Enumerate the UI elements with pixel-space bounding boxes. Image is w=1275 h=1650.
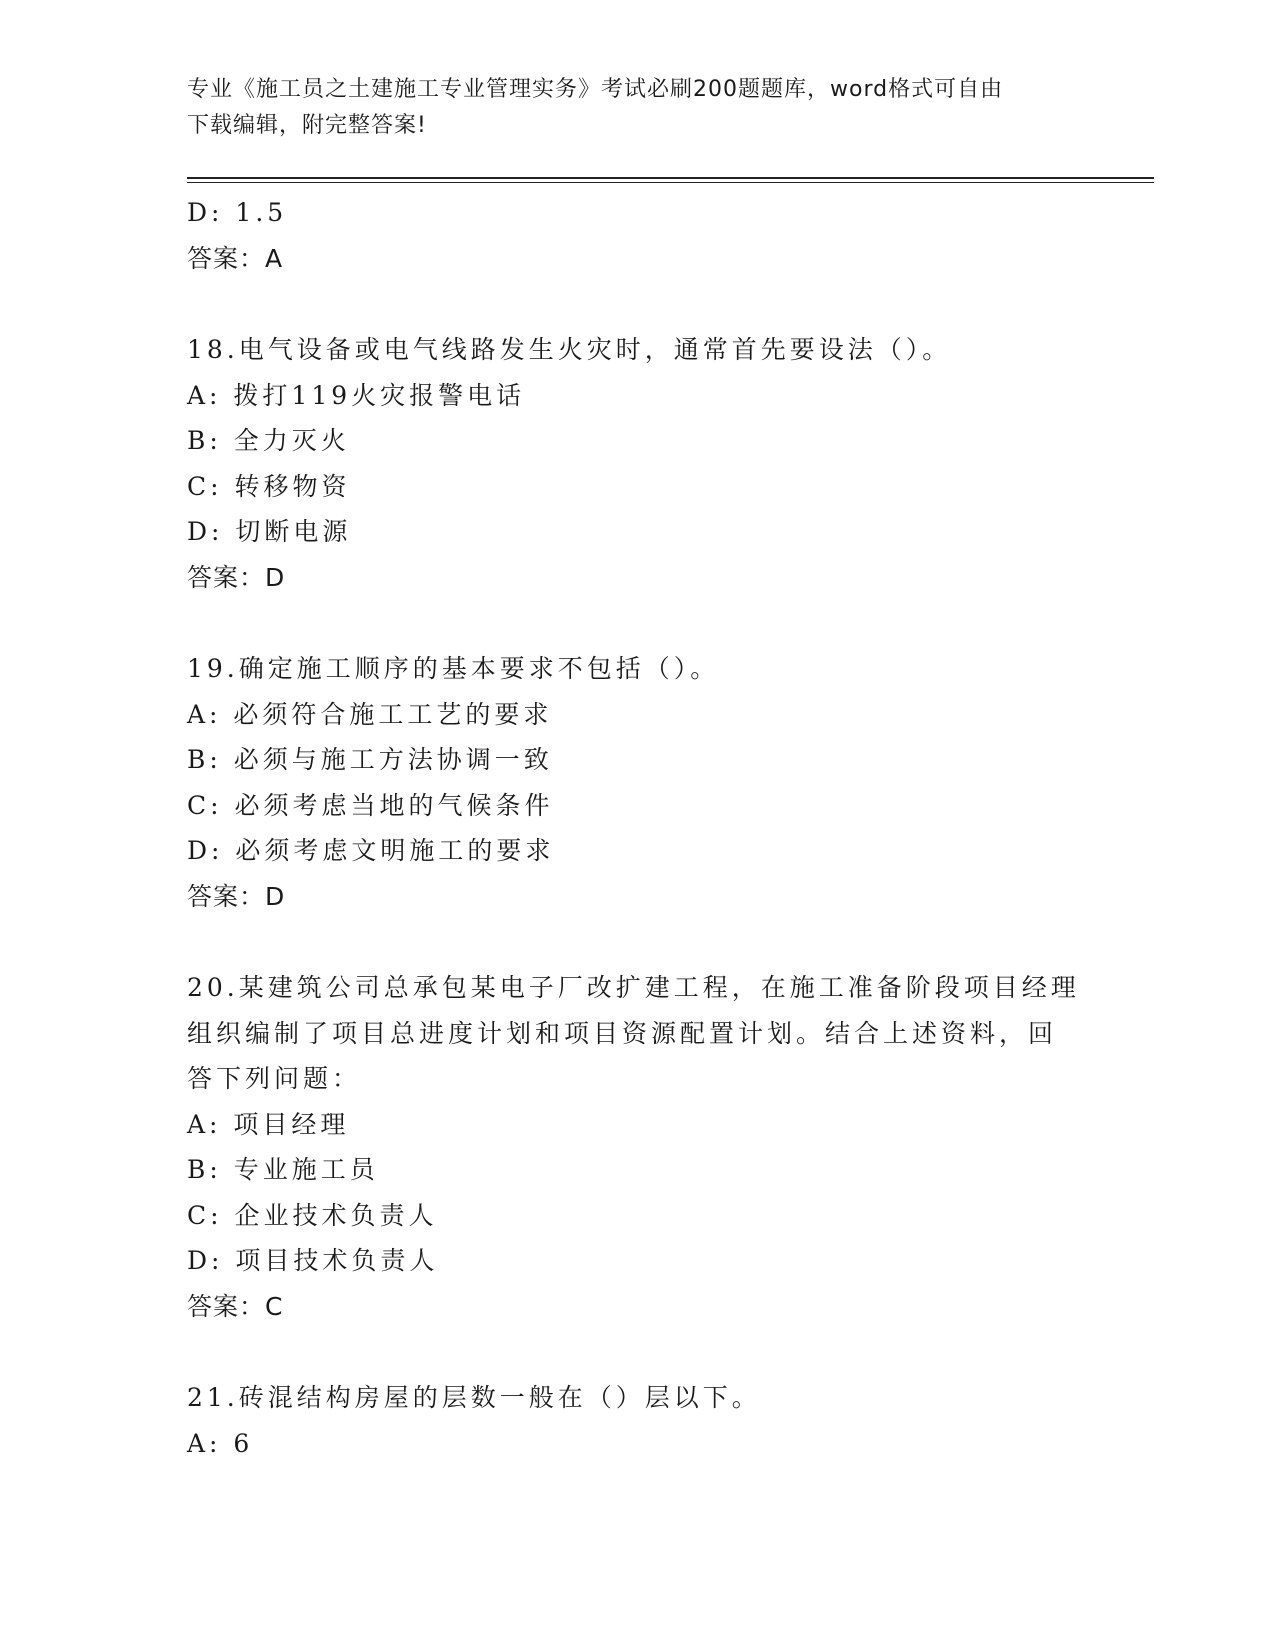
spacer	[187, 281, 1087, 327]
option-a: A: 必须符合施工工艺的要求	[187, 699, 553, 729]
header-line-1: 专业《施工员之土建施工专业管理实务》考试必刷200题题库，word格式可自由	[187, 77, 1004, 102]
question-18	[187, 327, 1087, 600]
option-b: B: 必须与施工方法协调一致	[187, 745, 553, 774]
answer: 答案：C	[187, 1291, 284, 1321]
question-text: 21.砖混结构房屋的层数一般在（）层以下。	[187, 1383, 761, 1412]
spacer	[187, 1329, 1087, 1375]
option-d: D: 1.5	[187, 198, 288, 227]
question-text-line-2: 组织编制了项目总进度计划和项目资源配置计划。结合上述资料，回	[187, 1018, 1058, 1048]
question-20	[187, 965, 1087, 1329]
spacer	[187, 919, 1087, 965]
option-d: D: 切断电源	[187, 517, 352, 546]
answer: 答案：D	[187, 562, 286, 592]
option-b: B: 全力灭火	[187, 426, 350, 455]
spacer	[187, 600, 1087, 646]
question-text-line-1: 20.某建筑公司总承包某电子厂改扩建工程，在施工准备阶段项目经理	[187, 973, 1080, 1002]
question-text-line-3: 答下列问题：	[187, 1064, 362, 1093]
option-d: D: 必须考虑文明施工的要求	[187, 836, 555, 865]
option-a: A: 项目经理	[187, 1109, 350, 1139]
question-list	[187, 190, 1087, 1466]
question-19	[187, 646, 1087, 919]
option-a: A: 6	[187, 1428, 254, 1458]
question-text: 19.确定施工顺序的基本要求不包括（）。	[187, 654, 720, 683]
option-c: C: 必须考虑当地的气候条件	[187, 790, 554, 820]
option-b: B: 专业施工员	[187, 1155, 379, 1184]
option-c: C: 企业技术负责人	[187, 1200, 438, 1230]
question-text: 18.电气设备或电气线路发生火灾时，通常首先要设法（）。	[187, 335, 952, 364]
header-line-2: 下载编辑，附完整答案!	[187, 113, 427, 138]
option-d: D: 项目技术负责人	[187, 1246, 439, 1275]
option-a: A: 拨打119火灾报警电话	[187, 380, 526, 410]
answer: 答案：A	[187, 243, 284, 273]
question-21	[187, 1375, 1087, 1466]
header-rule-thick	[187, 177, 1154, 179]
answer: 答案：D	[187, 881, 286, 911]
header-rule-thin	[187, 182, 1154, 183]
document-header	[187, 72, 1067, 144]
option-c: C: 转移物资	[187, 471, 351, 501]
